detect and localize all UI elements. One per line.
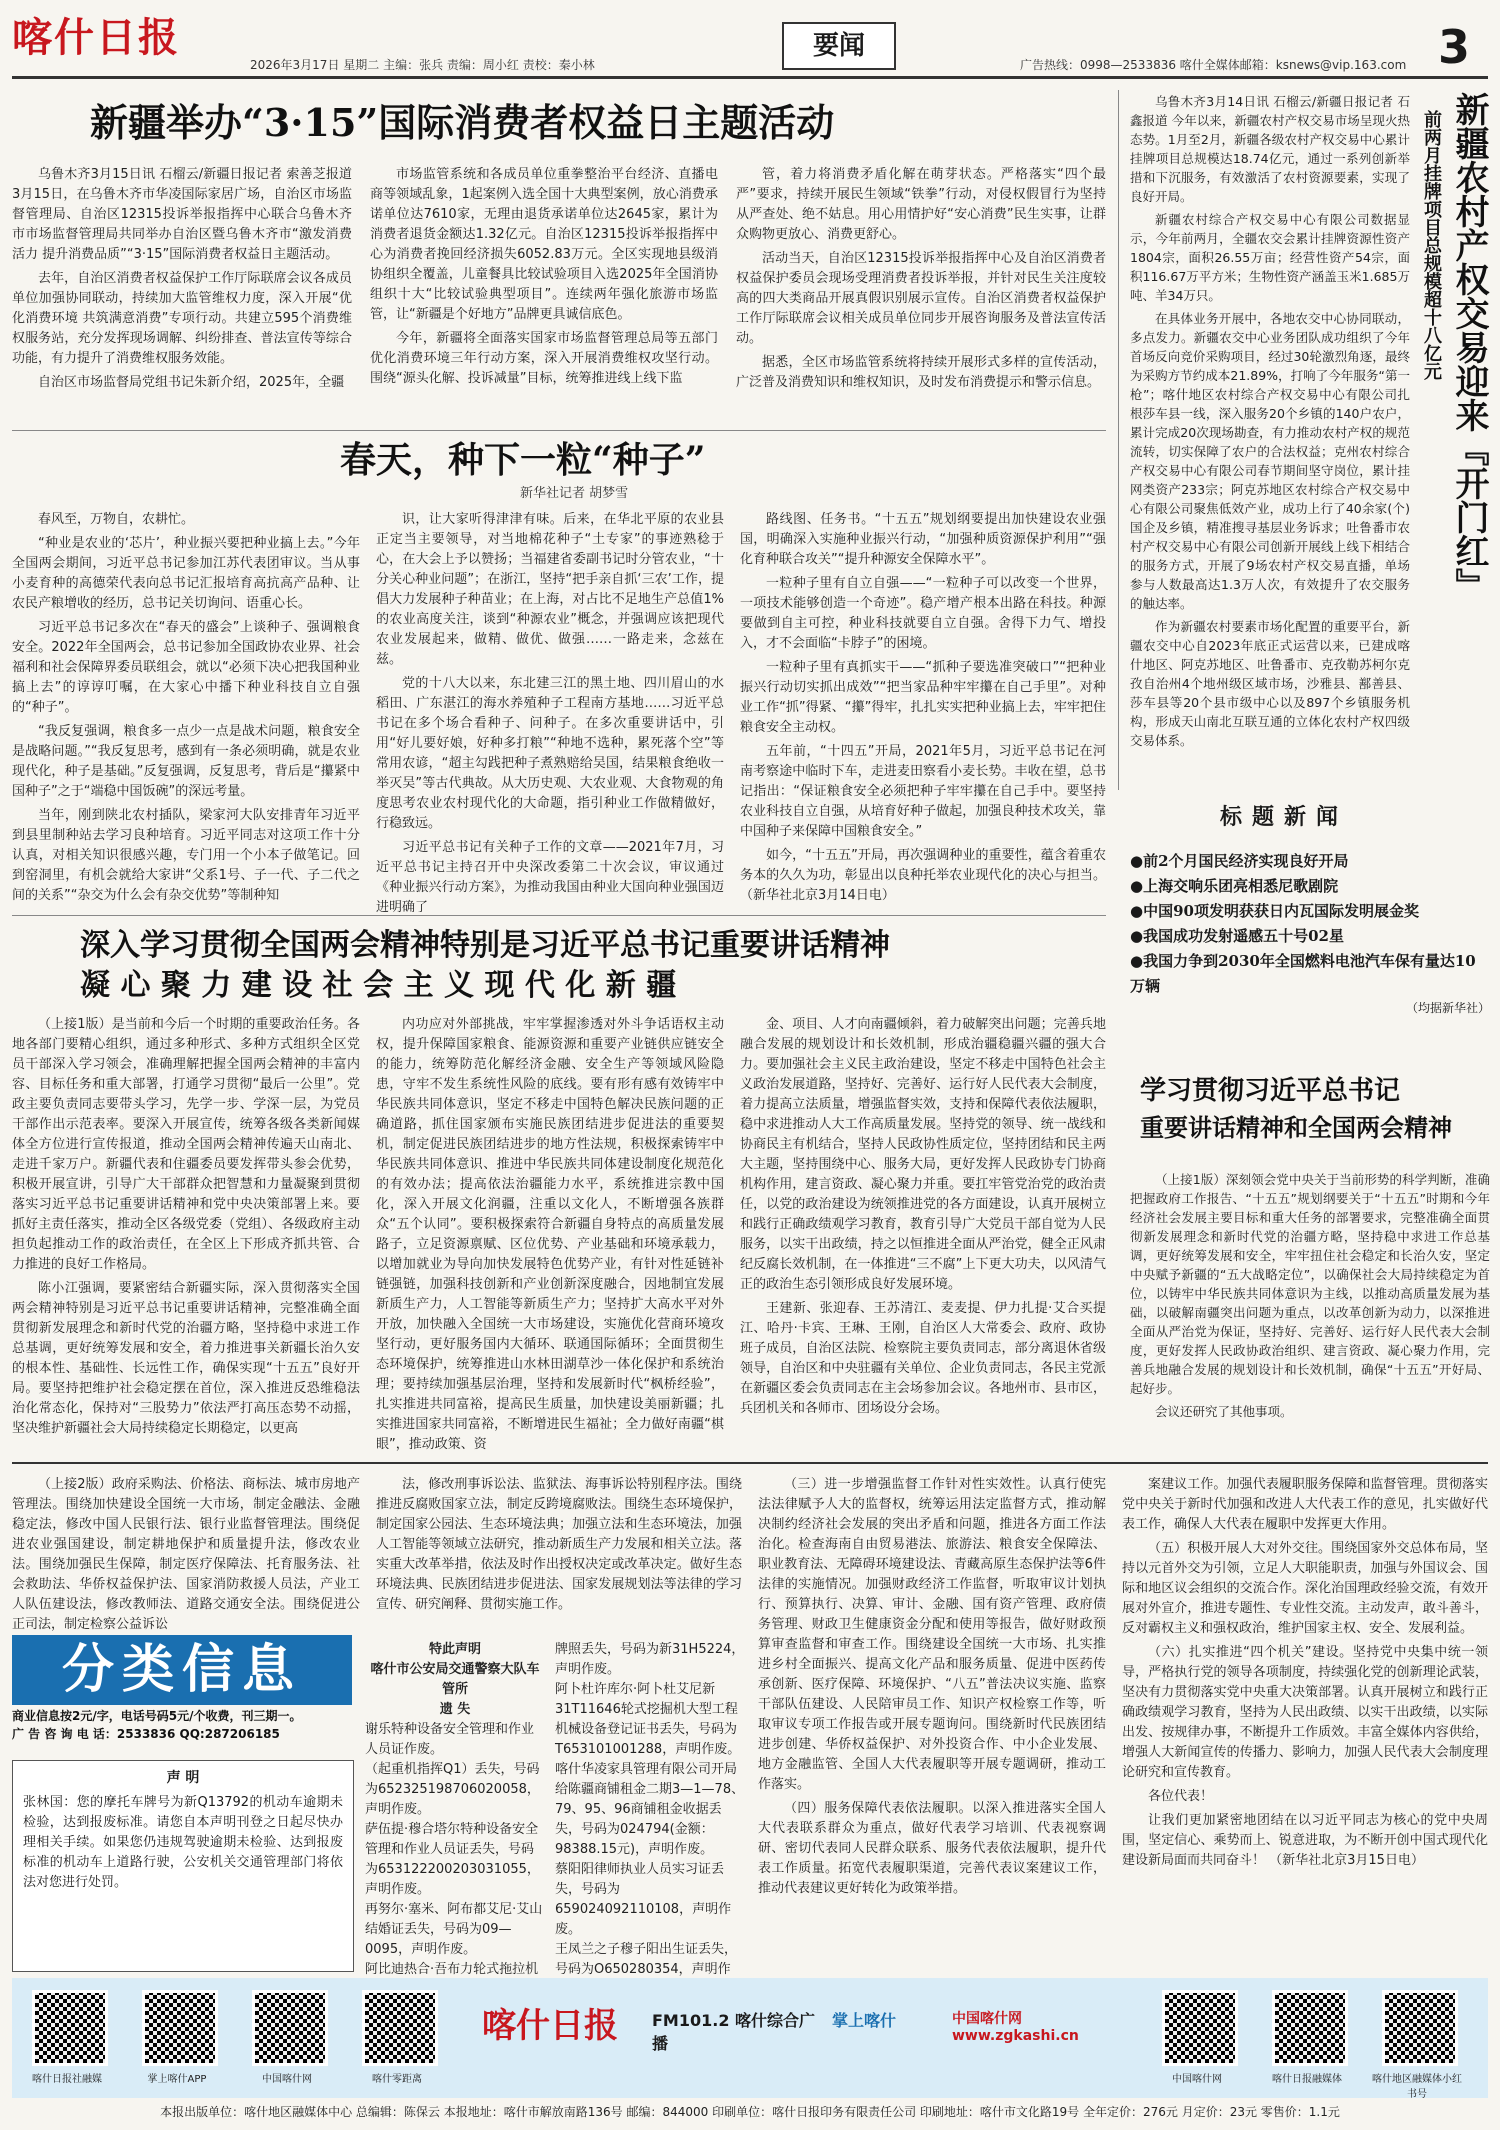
paragraph: 活动当天，自治区12315投诉举报指挥中心及自治区消费者权益保护委员会现场受理消费者投诉举报，并针对民生关注度较高的四大类商品开展真假识别展示宣传。自治区消费者权益保护工作厅际联席会议相关成员单位同步开展咨询服务及普法宣传活动。 [736, 251, 1106, 346]
side-article2-body [1130, 1170, 1490, 1450]
article4-col2 [376, 1475, 742, 1625]
publisher-info: 本报出版单位：喀什地区融媒体中心 总编辑：陈保云 本报地址：喀什市解放南路136号 邮编：844000 印刷单位：喀什日报印务有限责任公司 印刷地址：喀什市文化路19号 全年定价：276元 月定价：23元 零售价：1.1元 [160, 2105, 1340, 2119]
article1-col1 [12, 165, 352, 425]
page-number: 3 [1438, 20, 1471, 74]
qr-label: 喀什日报融媒体 [1272, 2074, 1342, 2085]
classified-item: 萨伍提·穆合塔尔特种设备安全管理和作业人员证丢失，号码为653122200203031055，声明作废。 [365, 1822, 540, 1897]
paragraph: 各位代表！ [1148, 1789, 1214, 1804]
paragraph: 习近平总书记多次在“春天的盛会”上谈种子、强调粮食安全。2022年全国两会，总书记参加全国政协农业界、社会福利和社会保障界委员联组会，就以“必须下决心把我国种业搞上去”的谆谆叮嘱，在大家心中播下种业科技自立自强的“种子”。 [12, 620, 360, 715]
paragraph: 当年，刚到陕北农村插队，梁家河大队安排青年习近平到县里制种站去学习良种培育。习近平同志对这项工作十分认真，对相关知识很感兴趣，专门用一个小本子做笔记。回到窑洞里，有机会就给大家讲“父系1号、子一代、子二代之间的关系”“杂交为什么会有杂交优势”等制种知 [12, 808, 360, 903]
classified-item: 喀什华凌家具管理有限公司开局给陈疆商铺租金二期3—1—78、79、95、96商铺租金收据丢失，号码为024794(金额：98388.15元)，声明作废。 [555, 1762, 745, 1857]
divider [12, 430, 1106, 431]
classified-lost-title: 遗 失 [439, 1702, 471, 1717]
classified-item: 阿比迪热合·吾布力轮式拖拉机 [365, 1962, 539, 1977]
side-article2-title-line1: 学习贯彻习近平总书记 [1140, 1076, 1401, 1106]
paragraph: （上接1版）深刻领会党中央关于当前形势的科学判断，准确把握政府工作报告、“十五五”规划纲要关于“十五五”时期和今年经济社会发展主要目标和重大任务的部署要求，完整准确全面贯彻新发展理念和新时代党的治疆方略，坚持稳中求进工作总基调，更好统筹发展和安全，牢牢扭住社会稳定和长治久安，坚定中央赋予新疆的“五大战略定位”，以确保社会大局持续稳定为首位，以铸牢中华民族共同体意识为主线，以推动高质量发展为基础，以破解南疆突出问题为重点，以改革创新为动力，以深推进全面从严治党为保证，坚持好、完善好、运行好人民代表大会制度，更好发挥人民政协政治组织、建言资政、凝心聚力作用，完善兵地融合发展的规划设计和长效机制，确保“十五五”开好局、起好步。 [1130, 1172, 1490, 1396]
article3-title-line2: 凝 心 聚 力 建 设 社 会 主 义 现 代 化 新 疆 [80, 968, 677, 1003]
paragraph: 在具体业务开展中，各地农交中心协同联动，多点发力。新疆农交中心业务团队成功组织了今年首场反向竞价采购项目，经过30轮激烈角逐，最终为采购方节约成本21.89%，打响了今年服务“第一枪”；喀什地区农村综合产权交易中心有限公司扎根莎车县一线，深入服务20个乡镇的140户农户，累计完成20次现场勘查，有力推动农村产权的规范流转，切实保障了农户的合法权益；克州农村综合产权交易中心有限公司春节期间坚守岗位，累计挂网类资产233宗；阿克苏地区农村综合产权交易中心有限公司聚焦低效产业，成功上行了40余家(个)国企及乡镇，精准搜寻基层业务诉求；吐鲁番市农村产权交易中心有限公司创新开展线上线下相结合的服务方式，开展了9场农村产权交易直播，单场参与人数最高达1.3万人次，有效提升了农交服务的触达率。 [1130, 311, 1410, 611]
issue-meta: 2026年3月17日 星期二 主编：张兵 责编：周小红 责校：秦小林 [250, 58, 595, 72]
footer-website[interactable]: 中国喀什网 www.zgkashi.cn [952, 2011, 1079, 2044]
paragraph: 金、项目、人才向南疆倾斜，着力破解突出问题；完善兵地融合发展的规划设计和长效机制，形成治疆稳疆兴疆的强大合力。要加强社会主义民主政治建设，坚定不移走中国特色社会主义政治发展道路，坚持好、完善好、运行好人民代表大会制度，着力提高立法质量，增强监督实效，支持和保障代表依法履职，稳中求进推动人大工作高质量发展。坚持党的领导、统一战线和协商民主有机结合，坚持人民政协性质定位，坚持团结和民主两大主题，坚持围绕中心、服务大局，更好发挥人民政协专门协商机构作用，建言资政、凝心聚力并重。要扛牢管党治党的政治责任，以党的政治建设为统领推进党的各方面建设，认真开展树立和践行正确政绩观学习教育，教育引导广大党员干部自觉为人民服务，以实干出政绩，持之以恒推进全面从严治党，健全正风肃纪反腐长效机制，在一体推进“三不腐”上下更大功夫，以风清气正的政治生态引领形成良好发展环境。 [740, 1017, 1106, 1292]
qr-code-icon[interactable] [1382, 1990, 1458, 2066]
article2-col3 [740, 510, 1106, 910]
paragraph: 识，让大家听得津津有味。后来，在华北平原的农业县正定当主要领导，对当地棉花种子“土专家”的事迹熟稔于心，在大会上予以赞扬；当福建省委副书记时分管农业，“十分关心种业问题”；在浙江，坚持“把手亲自抓‘三农’工作，提倡大力发展种子种苗业；在上海，对占比不足地生产总值1%的农业高度关注，谈到“种源农业”概念，并强调应该把现代农业发展起来，做精、做优、做强……一路走来，念兹在兹。 [376, 512, 724, 667]
classified-item: 谢乐特种设备安全管理和作业人员证作废。 [365, 1722, 535, 1757]
article3-col1 [12, 1015, 360, 1455]
classified-title: 分类信息 [12, 1635, 352, 1705]
paragraph: 内功应对外部挑战，牢牢掌握渗透对外斗争话语权主动权，提升保障国家粮食、能源资源和重要产业链供应链安全的能力，统筹防范化解经济金融、安全生产等领域风险隐患，守牢不发生系统性风险的底线。要有形有感有效铸牢中华民族共同体意识，坚定不移走中国特色解决民族问题的正确道路，抓住国家颁布实施民族团结进步促进法的重要契机，制定促进民族团结进步的地方性法规，积极探索铸牢中华民族共同体意识、推进中华民族共同体建设制度化规范化的有效办法；提高依法治疆能力水平，系统推进宗教中国化，深入开展文化润疆，注重以文化人，不断增强各族群众“五个认同”。要积极探索符合新疆自身特点的高质量发展路子，立足资源禀赋、区位优势、产业基础和环境承载力，以增加就业为导向加快发展特色优势产业，有针对性延链补链强链，加强科技创新和产业创新深度融合，因地制宜发展新质生产力，人工智能等新质生产力；坚持扩大高水平对外开放，加快融入全国统一大市场建设，实施优化营商环境攻坚行动，更好服务国内大循环、联通国际循环；全面贯彻生态环境保护，统筹推进山水林田湖草沙一体化保护和系统治理；要持续加强基层治理，坚持和发展新时代“枫桥经验”，扎实推进共同富裕，提高民生质量，加快建设美丽新疆；扎实推进国家共同富裕，不断增进民生福祉；全力做好南疆“棋眼”，推动政策、资 [376, 1017, 724, 1452]
newspaper-logo: 喀什日报 [12, 14, 180, 61]
paragraph: 去年，自治区消费者权益保护工作厅际联席会议各成员单位加强协同联动，持续加大监管维权力度，深入开展“优化消费环境 共筑满意消费”专项行动。共建立595个消费维权服务站，充分发挥现场调解、纠纷排查、普法宣传等综合功能，有力提升了消费维权服务效能。 [12, 271, 352, 366]
article4-col3 [758, 1475, 1106, 1970]
headline-item: ●我国成功发射遥感五十号02星 [1130, 927, 1344, 945]
paragraph: 据悉，全区市场监管系统将持续开展形式多样的宣传活动，广泛普及消费知识和维权知识，及时发布消费提示和警示信息。 [736, 355, 1106, 390]
classified-item: 蔡阳阳律师执业人员实习证丢失，号码为659024092110108，声明作废。 [555, 1862, 732, 1937]
article3-col2 [376, 1015, 724, 1455]
classified-item: （起重机指挥Q1）丢失，号码为652325198706020058，声明作废。 [365, 1762, 540, 1817]
paragraph: 如今，“十五五”开局，再次强调种业的重要性，蕴含着重农务本的久久为功，彰显出以良种托举农业现代化的决心与担当。 （新华社北京3月14日电） [740, 848, 1106, 903]
article4-col1 [12, 1475, 360, 1632]
paragraph: 乌鲁木齐3月15日讯 石榴云/新疆日报记者 索善芝报道 3月15日，在乌鲁木齐市华凌国际家居广场，自治区市场监督管理局、自治区12315投诉举报指挥中心联合乌鲁木齐市市场监督管理局共同举办自治区暨乌鲁木齐市“激发消费活力 提升消费品质”“3·15”国际消费者权益日主题活动。 [12, 167, 352, 262]
qr-label: 中国喀什网 [1172, 2074, 1222, 2085]
paragraph: 会议还研究了其他事项。 [1155, 1404, 1293, 1419]
paragraph: 管，着力将消费矛盾化解在萌芽状态。严格落实“四个最严”要求，持续开展民生领域“铁拳”行动，对侵权假冒行为坚持从严查处、绝不姑息。用心用情护好“安心消费”民生实事，让群众购物更放心、消费更舒心。 [736, 167, 1106, 242]
paragraph: 案建议工作。加强代表履职服务保障和监督管理。贯彻落实党中央关于新时代加强和改进人大代表工作的意见，扎实做好代表工作，确保人大代表在履职中发挥更大作用。 [1122, 1477, 1488, 1532]
section-rule [12, 1462, 1488, 1464]
footer-brand-logo: 喀什日报 [482, 2006, 618, 2046]
headline-item: ●中国90项发明获获日内瓦国际发明展金奖 [1130, 902, 1419, 920]
headlines-credit: （均据新华社） [1405, 1001, 1490, 1015]
qr-label: 掌上喀什APP [147, 2074, 207, 2085]
article1-col2 [370, 165, 718, 425]
qr-code-icon[interactable] [252, 1990, 328, 2066]
paragraph: 让我们更加紧密地团结在以习近平同志为核心的党中央周围，坚定信心、乘势而上、锐意进取，为不断开创中国式现代化建设新局面而共同奋斗！ （新华社北京3月15日电） [1122, 1813, 1488, 1868]
headline-item: ●前2个月国民经济实现良好开局 [1130, 852, 1349, 870]
article2-byline: 新华社记者 胡梦雪 [520, 486, 629, 501]
paragraph: 陈小江强调，要紧密结合新疆实际，深入贯彻落实全国两会精神特别是习近平总书记重要讲话精神，完整准确全面贯彻新发展理念和新时代党的治疆方略，坚持稳中求进工作总基调，更好统筹发展和安全，着力推进事关新疆长治久安的根本性、基础性、长远性工作，确保实现“十五五”良好开局。要坚持把维护社会稳定摆在首位，深入推进反恐维稳法治化常态化，保持对“三股势力”依法严打高压态势不动摇，坚决维护新疆社会大局持续稳定长期稳定，以更高 [12, 1281, 360, 1436]
classified-item: 牌照丢失，号码为新31H5224，声明作废。 [555, 1642, 745, 1677]
paragraph: （六）扎实推进“四个机关”建设。坚持党中央集中统一领导，严格执行党的领导各项制度，持续强化党的创新理论武装，坚决有力贯彻落实党中央重大决策部署。认真开展树立和践行正确政绩观学习教育，坚持为人民出政绩、以实干出政绩，以实际出发、按规律办事，不断提升工作质效。丰富全媒体内容供给，增强人大新闻宣传的传播力、影响力，加强人民代表大会制度理论研究和宣传教育。 [1122, 1645, 1488, 1780]
article3-title-line1: 深入学习贯彻全国两会精神特别是习近平总书记重要讲话精神 [80, 928, 890, 963]
paragraph: （四）服务保障代表依法履职。以深入推进落实全国人大代表联系群众为重点，做好代表学习培训、代表视察调研、密切代表同人民群众联系、服务代表依法履职，提升代表工作质量。拓宽代表履职渠道，完善代表议案建议工作，推动代表建议更好转化为政策举措。 [758, 1801, 1106, 1896]
qr-code-icon[interactable] [1162, 1990, 1238, 2066]
article2-col1 [12, 510, 360, 910]
paragraph: 乌鲁木齐3月14日讯 石榴云/新疆日报记者 石鑫报道 今年以来，新疆农村产权交易市场呈现火热态势。1月至2月，新疆各级农村产权交易中心累计挂牌项目总规模达18.74亿元，通过一系列创新举措和下沉服务，有效激活了农村资源要素，实现了良好开局。 [1130, 94, 1410, 204]
masthead-rule [12, 76, 1488, 79]
side-article-body [1130, 92, 1410, 782]
classified-col2 [365, 1640, 545, 1977]
paragraph: （五）积极开展人大对外交往。围绕国家外交总体布局，坚持以元首外交为引领，立足人大职能职责，加强与外国议会、国际和地区议会组织的交流合作。深化治国理政经验交流，有效开展对外宣介，推进专题性、专业性交流。主动发声，敢斗善斗，反对霸权主义和强权政治，维护国家主权、安全、发展利益。 [1122, 1541, 1488, 1636]
paragraph: 法，修改刑事诉讼法、监狱法、海事诉讼特别程序法。围绕推进反腐败国家立法，制定反跨境腐败法。围绕生态环境保护，制定国家公园法、生态环境法典；加强立法和生态环境法，加强人工智能等领域立法研究，推动新质生产力发展和相关立法。落实重大改革举措，依法及时作出授权决定或改革决定。做好生态环境法典、民族团结进步促进法、国家发展规划法等法律的学习宣传、研究阐释、贯彻实施工作。 [376, 1477, 742, 1612]
paragraph: “种业是农业的‘芯片’，种业振兴要把种业搞上去。”今年全国两会期间，习近平总书记参加江苏代表团审议。当从事小麦育种的高德荣代表向总书记汇报培育高抗高产品种、让农民产粮增收的经历，总书记关切询问、语重心长。 [12, 536, 360, 611]
qr-code-icon[interactable] [32, 1990, 108, 2066]
article1-title: 新疆举办“3·15”国际消费者权益日主题活动 [90, 100, 835, 145]
article4-col4 [1122, 1475, 1488, 1970]
paragraph: 一粒种子里有真抓实干——“抓种子要选准突破口”“把种业振兴行动切实抓出成效”“把当家品种牢牢攥在自己手里”。对种业工作“抓”得紧、“攥”得牢，扎扎实实把种业搞上去，牢牢把住粮食安全主动权。 [740, 660, 1106, 735]
classified-item: 阿卜杜许库尔·阿卜杜艾尼新31T11646轮式挖掘机大型工程机械设备登记证书丢失，号码为T653101001288，声明作废。 [555, 1682, 741, 1757]
article2-col2 [376, 510, 724, 915]
paragraph: 作为新疆农村要素市场化配置的重要平台，新疆农交中心自2023年底正式运营以来，已建成喀什地区、阿克苏地区、吐鲁番市、克孜勒苏柯尔克孜自治州4个地州级区域市场，沙雅县、鄯善县、莎车县等20个县市级中心以及897个乡镇服务机构，形成天山南北互联互通的立体化农村产权四级交易体系。 [1130, 619, 1410, 748]
classified-rates-text: 商业信息按2元/字，电话号码5元/个收费，刊三期一。 [12, 1709, 302, 1723]
classified-col3 [555, 1640, 745, 1977]
footer-band [12, 1978, 1488, 2098]
qr-label: 喀什日报社融媒 [32, 2074, 102, 2085]
paragraph: 路线图、任务书。“十五五”规划纲要提出加快建设农业强国，明确深入实施种业振兴行动，“加强种质资源保护利用”“强化育种联合攻关”“提升种源安全保障水平”。 [740, 512, 1106, 567]
footer-zhangshang: 掌上喀什 [832, 2011, 897, 2030]
divider [12, 915, 1106, 916]
paragraph: 自治区市场监督局党组书记朱新介绍，2025年，全疆 [38, 375, 345, 390]
paragraph: （三）进一步增强监督工作针对性实效性。认真行使宪法法律赋予人大的监督权，统筹运用法定监督方式，推动解决制约经济社会发展的突出矛盾和问题，推进各方面工作法治化。检查海南自由贸易港法、旅游法、粮食安全保障法、职业教育法、无障碍环境建设法、青藏高原生态保护法等6件法律的实施情况。加强财政经济工作监督，听取审议计划执行、预算执行、决算、审计、金融、国有资产管理、政府债务管理、财政卫生健康资金分配和使用等报告，做好财政预算审查监督和审查工作。围绕建设全国统一大市场、扎实推进乡村全面振兴、提高文化产品和服务质量、促进中医药传承创新、医疗保障、环境保护、“八五”普法决议实施、监察干部队伍建设、人民陪审员工作、知识产权检察工作等，听取审议专项工作报告或开展专题询问。围绕新时代民族团结进步创建、华侨权益保护、对外投资合作、中小企业发展、地方金融监管、全国人大代表履职等开展专题调研，推动工作落实。 [758, 1477, 1106, 1792]
notice-body: 张林国：您的摩托车牌号为新Q13792的机动车逾期未检验，达到报废标准。请您自本声明刊登之日起尽快办理相关手续。如果您仍违规驾驶逾期未检验、达到报废标准的机动车上道路行驶，公安机关交通管理部门将依法对您进行处罚。 [23, 1795, 343, 1890]
side-article2-title-line2: 重要讲话精神和全国两会精神 [1140, 1113, 1452, 1142]
column-divider [1118, 90, 1119, 790]
side-article-subtitle: 前两月挂牌项目总规模超十八亿元 [1421, 110, 1442, 380]
paragraph: 习近平总书记有关种子工作的文章——2021年7月，习近平总书记主持召开中央深改委第二十次会议，审议通过《种业振兴行动方案》，为推动我国由种业大国向种业强国迈进明确了 [376, 840, 724, 915]
paragraph: 春风至，万物自，农耕忙。 [38, 512, 195, 527]
ad-hotline: 广告热线：0998—2533836 喀什全媒体邮箱：ksnews@vip.163.com [1020, 58, 1407, 72]
classified-col2-title: 特此声明 [428, 1642, 481, 1657]
article2-title: 春天，种下一粒“种子” [340, 439, 706, 481]
paragraph: 今年，新疆将全面落实国家市场监督管理总局等五部门优化消费环境三年行动方案，深入开展消费维权攻坚行动。围绕“源头化解、投诉减量”目标，统筹推进线上线下监 [370, 331, 718, 386]
paragraph: 五年前，“十四五”开局，2021年5月，习近平总书记在河南考察途中临时下车，走进麦田察看小麦长势。丰收在望，总书记指出：“保证粮食安全必须把种子牢牢攥在自己手中。要坚持农业科技自立自强，从培育好种子做起，加强良种技术攻关，靠中国种子来保障中国粮食安全。” [740, 744, 1106, 839]
paragraph: 一粒种子里有自立自强——“一粒种子可以改变一个世界，一项技术能够创造一个奇迹”。稳产增产根本出路在科技。种源要做到自主可控，种业科技就要自立自强。舍得下力气、增投入，才不会面临“卡脖子”的困境。 [740, 576, 1106, 651]
qr-code-icon[interactable] [1272, 1990, 1348, 2066]
classified-item: 王凤兰之子穆子阳出生证丢失，号码为O650280354，声明作 [555, 1942, 738, 1977]
notice-box [12, 1760, 354, 1972]
section-tag: 要闻 [782, 22, 896, 70]
qr-code-icon[interactable] [362, 1990, 438, 2066]
qr-code-icon[interactable] [142, 1990, 218, 2066]
headlines-box [1130, 800, 1490, 1016]
side-article-title: 新疆农村产权交易迎来『开门红』 [1449, 92, 1489, 602]
qr-label: 喀什零距离 [372, 2074, 422, 2085]
article3-col3 [740, 1015, 1106, 1455]
footer-fm: FM101.2 喀什综合广播 [652, 2011, 816, 2053]
headline-item: ●上海交响乐团亮相悉尼歌剧院 [1130, 877, 1339, 895]
paragraph: 新疆农村综合产权交易中心有限公司数据显示，今年前两月，全疆农交会累计挂牌资源性资产1804宗，面积26.55万亩；经营性资产54宗，面积116.67万平方米；生物性资产涵盖玉米1.685万吨、羊34万只。 [1130, 212, 1410, 303]
paragraph: 市场监管系统和各成员单位重拳整治平台经济、直播电商等领域乱象，1起案例入选全国十大典型案例，放心消费承诺单位达7610家，无理由退货承诺单位达2645家，累计为消费者退货金额达1.32亿元。自治区12315投诉举报指挥中心为消费者挽回经济损失6052.83万元。全区实现地县级消协组织全覆盖，儿童餐具比较试验项目入选2025年全国消协组织十大“比较试验典型项目”。连续两年强化旅游市场监管，让“新疆是个好地方”品牌更具诚信底色。 [370, 167, 718, 322]
article1-col3 [736, 165, 1106, 425]
headline-item: ●我国力争到2030年全国燃料电池汽车保有量达10万辆 [1130, 952, 1476, 995]
notice-title: 声 明 [166, 1770, 200, 1786]
classified-phone: 广 告 咨 询 电 话：2533836 QQ:287206185 [12, 1727, 280, 1741]
classified-item: 再努尔·塞米、阿布都艾尼·艾山结婚证丢失，号码为09—0095，声明作废。 [365, 1902, 543, 1957]
paragraph: （上接2版）政府采购法、价格法、商标法、城市房地产管理法。围绕加快建设全国统一大市场，制定金融法、金融稳定法，修改中国人民银行法、银行业监督管理法。围绕促进农业强国建设，制定耕地保护和质量提升法，修改农业法。围绕加强民生保障，制定医疗保障法、托育服务法、社会救助法、华侨权益保护法、国家消防救援人员法，产业工人队伍建设法，修改教师法、道路交通安全法。围绕促进公正司法，制定检察公益诉讼 [12, 1477, 360, 1632]
paragraph: “我反复强调，粮食多一点少一点是战术问题，粮食安全是战略问题。”“我反复思考，感到有一条必须明确，就是农业现代化，种子是基础。”反复强调，反复思考，背后是“攥紧中国种子”之于“端稳中国饭碗”的深远考量。 [12, 724, 360, 799]
qr-label: 喀什地区融媒体小红书号 [1372, 2074, 1462, 2100]
classified-rates [12, 1707, 352, 1743]
paragraph: 王建新、张迎春、王苏清江、麦麦提、伊力扎提·艾合买提江、哈丹·卡宾、王琳、王刚，自治区人大常委会、政府、政协班子成员，自治区法院、检察院主要负责同志，部分离退休省级领导，自治区和中央驻疆有关单位、企业负责同志，各民主党派在新疆区委会负责同志在主会场参加会议。各地州市、县市区，兵团机关和各师市、团场设分会场。 [740, 1301, 1106, 1416]
classified-col2-org: 喀什市公安局交通警察大队车管所 [370, 1662, 540, 1697]
paragraph: （上接1版）是当前和今后一个时期的重要政治任务。各地各部门要精心组织，通过多种形式、多种方式组织全区党员干部深入学习领会，准确理解把握全国两会精神的丰富内容、目标任务和重大部署，打通学习贯彻“最后一公里”。党政主要负责同志要带头学习，先学一步、学深一层，为党员干部作出示范表率。要深入开展宣传，统筹各级各类新闻媒体全方位进行宣传报道，推动全国两会精神传遍天山南北、走进千家万户。新疆代表和住疆委员要发挥带头参会优势，积极开展宣讲，引导广大干部群众把智慧和力量凝聚到贯彻落实习近平总书记重要讲话精神和党中央决策部署上来。要抓好主责任落实，推动全区各级党委（党组）、各级政府主动担负起推动工作的政治责任，在全区上下形成齐抓共管、合力推进的良好工作格局。 [12, 1017, 360, 1272]
paragraph: 党的十八大以来，东北建三江的黑土地、四川眉山的水稻田、广东湛江的海水养殖种子工程南方基地……习近平总书记在多个场合看种子、问种子。在多次重要讲话中，引用“好儿要好娘，好种多打粮”“种地不选种，累死落个空”等常用农谚，“超主勾践把种子煮熟赔给吴国，结果粮食绝收一举灭吴”等古代典故。从大历史观、大农业观、大食物观的角度思考农业农村现代化的大命题，指引种业工作做精做好，行稳致远。 [376, 676, 724, 831]
qr-label: 中国喀什网 [262, 2074, 312, 2085]
headlines-tagline: 标题新闻 [1220, 804, 1349, 830]
